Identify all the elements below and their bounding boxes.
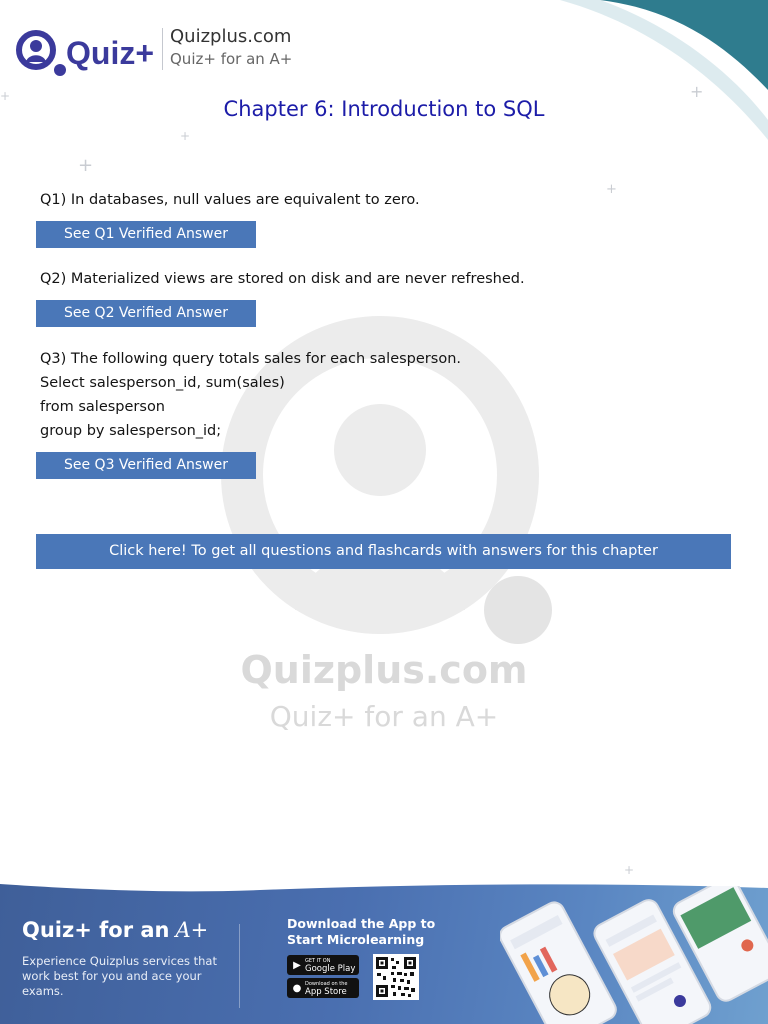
app-store-badge[interactable] [287,978,359,998]
plus-decoration-icon: + [0,89,11,103]
footer-title-text: Quiz+ for an [22,918,170,942]
google-play-small-text: GET IT ON [305,958,331,964]
chapter-title: Chapter 6: Introduction to SQL [223,97,545,121]
plus-decoration-icon: + [606,182,617,197]
google-play-badge[interactable] [287,955,359,975]
q1-answer-button[interactable]: See Q1 Verified Answer [36,221,256,248]
plus-decoration-icon: + [624,863,635,877]
plus-decoration-icon: + [180,129,191,143]
get-all-questions-button[interactable]: Click here! To get all questions and flashcards with answers for this chapter [36,534,731,569]
footer-banner [0,880,768,1024]
question-2: Q2) Materialized views are stored on disk and are never refreshed. [40,271,525,287]
google-play-big-text: Google Play [305,964,356,974]
qr-code-icon[interactable] [373,954,419,1000]
watermark-tagline: Quiz+ for an A+ [269,700,499,733]
footer-description: Experience Quizplus services that work best for you and ace your exams. [22,954,217,998]
plus-decoration-icon: + [78,155,94,176]
footer-divider [239,924,240,1008]
plus-decoration-icon: + [690,82,704,101]
q3-answer-button[interactable]: See Q3 Verified Answer [36,452,256,479]
watermark-site-name: Quizplus.com [240,648,528,692]
phones-illustration [500,886,768,1024]
question-1: Q1) In databases, null values are equivalent to zero. [40,192,420,208]
q2-answer-button[interactable]: See Q2 Verified Answer [36,300,256,327]
svg-text:Quiz+: Quiz+ [66,35,154,71]
header [14,22,314,82]
apple-icon: ● [292,982,302,994]
download-app-title: Download the App to Start Microlearning [287,916,436,947]
logo-divider [162,28,163,70]
footer-title [22,918,208,942]
quizplus-logo [14,22,154,80]
play-icon: ▶ [293,959,301,971]
app-store-big-text: App Store [305,987,347,997]
site-name[interactable]: Quizplus.com [170,26,292,47]
question-3: Q3) The following query totals sales for each salesperson. Select salesperson_id, sum(sales) from salesperson group by salesperson_id; [40,351,461,439]
app-store-small-text: Download on the [305,981,348,987]
site-tagline: Quiz+ for an A+ [170,50,293,68]
footer-title-aplus: A+ [175,918,209,942]
